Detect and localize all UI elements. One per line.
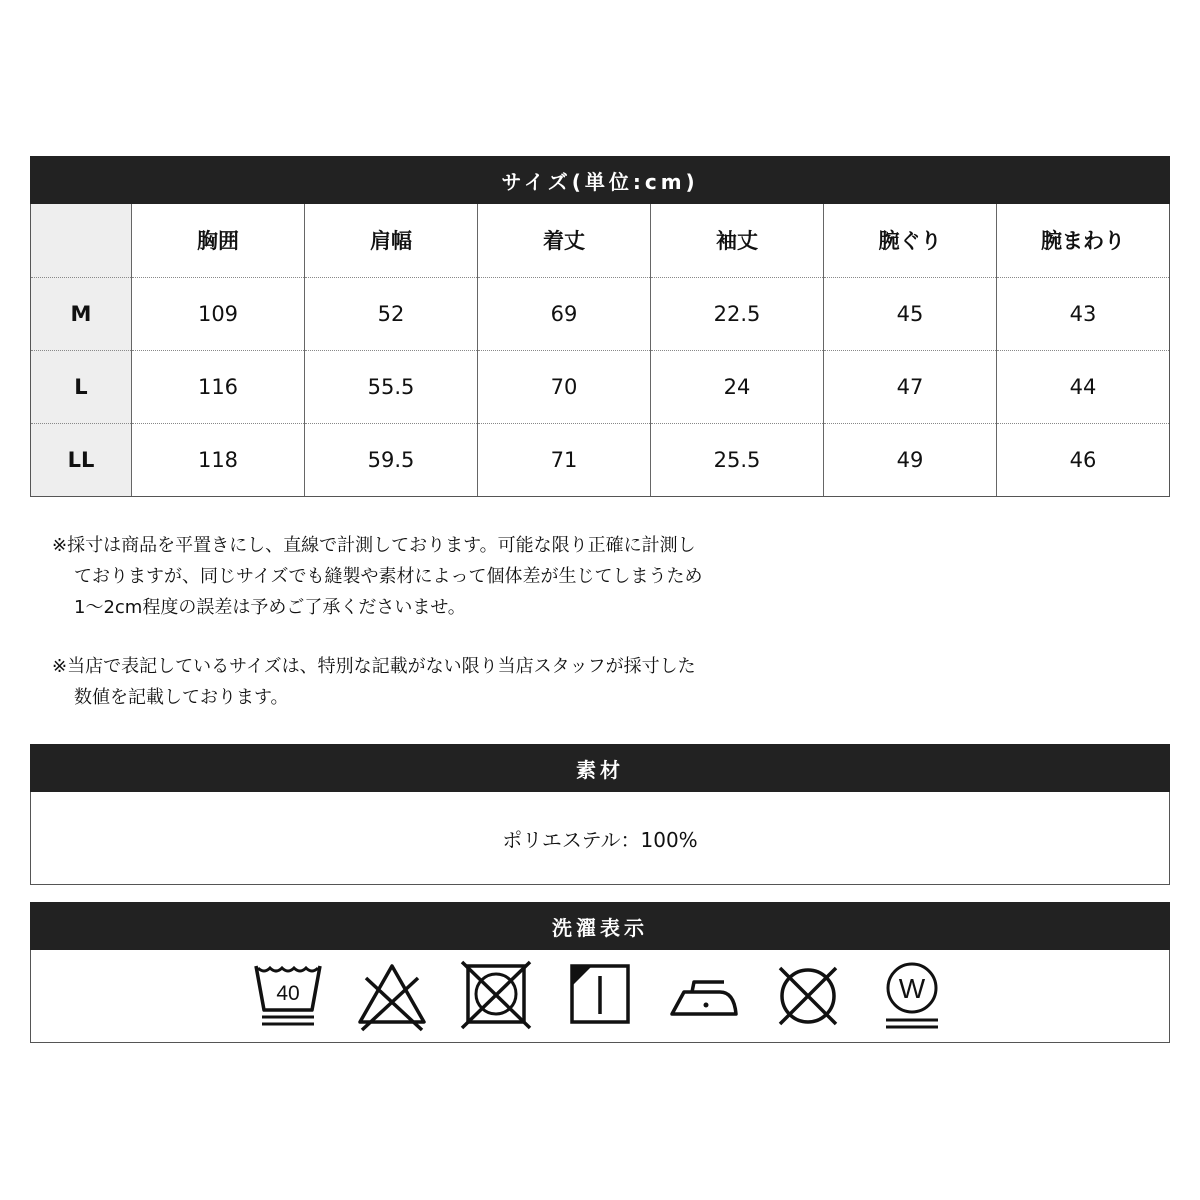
wash-title: 洗濯表示: [30, 902, 1170, 950]
wash-symbols: [30, 950, 1170, 1043]
measurement-notes: [52, 530, 852, 741]
table-cell: 55.5: [305, 350, 478, 423]
note-line: ておりますが、同じサイズでも縫製や素材によって個体差が生じてしまうため: [74, 566, 703, 587]
table-cell: 116: [132, 350, 305, 423]
row-size-label: M: [31, 277, 132, 350]
size-source-note: [52, 651, 852, 713]
table-cell: 43: [997, 277, 1170, 350]
table-cell: 118: [132, 423, 305, 496]
size-table: [30, 204, 1170, 497]
table-cell: 109: [132, 277, 305, 350]
column-header: 袖丈: [651, 204, 824, 277]
table-cell: 25.5: [651, 423, 824, 496]
wash-40-icon: [252, 960, 324, 1032]
wash-section: [30, 902, 1170, 1043]
note-line: ※当店で表記しているサイズは、特別な記載がない限り当店スタッフが採寸した: [52, 656, 696, 677]
column-header: 肩幅: [305, 204, 478, 277]
wash-temperature: 40: [276, 982, 300, 1005]
size-section: [30, 156, 1170, 497]
wet-clean-letter: W: [898, 973, 926, 1004]
column-header: 胸囲: [132, 204, 305, 277]
table-cell: 46: [997, 423, 1170, 496]
column-header: 着丈: [478, 204, 651, 277]
table-cell: 49: [824, 423, 997, 496]
row-size-label: L: [31, 350, 132, 423]
material-text: ポリエステル：100%: [502, 827, 698, 852]
table-cell: 69: [478, 277, 651, 350]
measurement-note: [52, 530, 852, 623]
note-line: 1〜2cm程度の誤差は予めご了承くださいませ。: [74, 597, 466, 618]
size-table-header-row: [31, 204, 1170, 277]
table-cell: 22.5: [651, 277, 824, 350]
no-dry-clean-icon: [772, 960, 844, 1032]
table-cell: 70: [478, 350, 651, 423]
material-title: 素材: [30, 744, 1170, 792]
table-row: [31, 277, 1170, 350]
table-row: [31, 423, 1170, 496]
note-line: ※採寸は商品を平置きにし、直線で計測しております。可能な限り正確に計測し: [52, 535, 696, 556]
material-section: [30, 744, 1170, 885]
column-header: 腕ぐり: [824, 204, 997, 277]
row-size-label: LL: [31, 423, 132, 496]
table-cell: 24: [651, 350, 824, 423]
note-line: 数値を記載しております。: [74, 687, 289, 708]
table-cell: 44: [997, 350, 1170, 423]
material-box: [30, 792, 1170, 885]
table-row: [31, 350, 1170, 423]
table-cell: 71: [478, 423, 651, 496]
table-cell: 45: [824, 277, 997, 350]
table-cell: 47: [824, 350, 997, 423]
no-tumble-dry-icon: [460, 960, 532, 1032]
no-bleach-icon: [356, 960, 428, 1032]
size-table-title: サイズ(単位:cm): [30, 156, 1170, 204]
gentle-wet-clean-icon: [876, 960, 948, 1032]
column-header: 腕まわり: [997, 204, 1170, 277]
table-cell: 52: [305, 277, 478, 350]
line-dry-shade-icon: [564, 960, 636, 1032]
size-table-corner: [31, 204, 132, 277]
table-cell: 59.5: [305, 423, 478, 496]
iron-low-icon: [668, 960, 740, 1032]
